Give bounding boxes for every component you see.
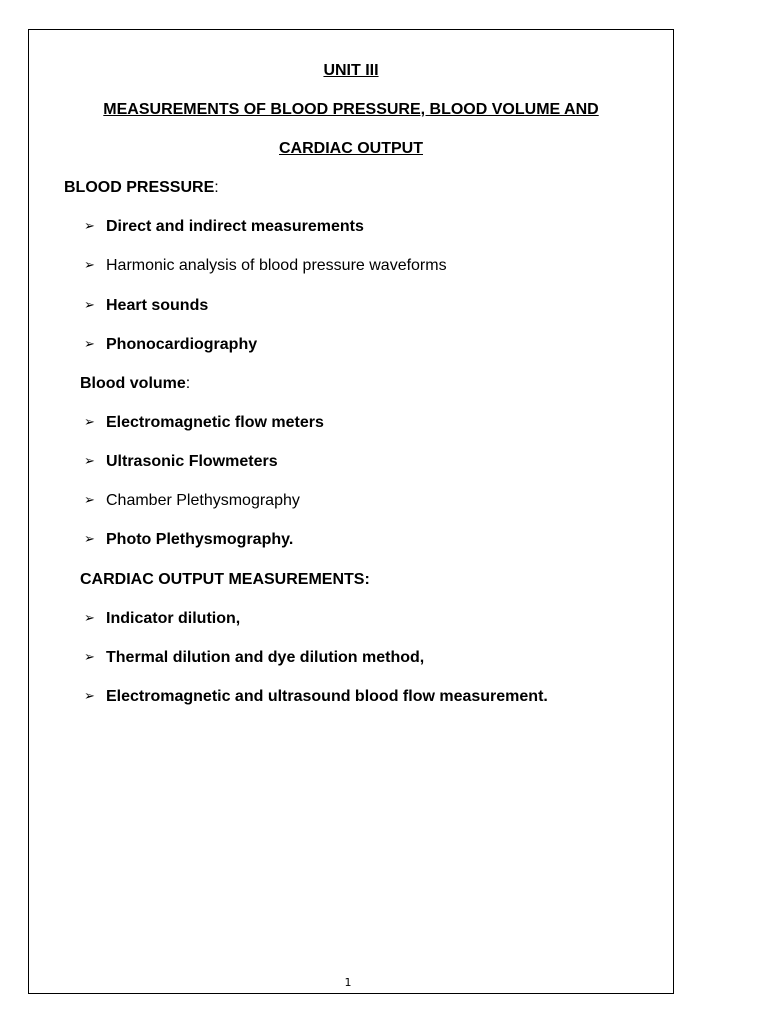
arrow-bullet-icon: ➢ [84,219,95,234]
list-item [84,491,300,511]
list-item-text: Electromagnetic and ultrasound blood flow measurement. [106,688,548,705]
list-item-text: Thermal dilution and dye dilution method, [106,649,425,666]
blood-volume-colon: : [185,375,191,392]
cardiac-output-heading [80,570,370,590]
arrow-bullet-icon: ➢ [84,258,95,273]
page-number: 1 [344,976,352,989]
arrow-bullet-icon: ➢ [84,415,95,430]
list-item [84,648,424,668]
list-item-text: Indicator dilution, [106,610,241,627]
arrow-bullet-icon: ➢ [84,650,95,665]
page-border [28,29,674,994]
blood-pressure-heading [64,178,219,198]
arrow-bullet-icon: ➢ [84,532,95,547]
list-item [84,530,293,550]
list-item-text: Phonocardiography [106,336,258,353]
list-item-text: Heart sounds [106,297,209,314]
list-item-text: Photo Plethysmography. [106,531,294,548]
arrow-bullet-icon: ➢ [84,689,95,704]
arrow-bullet-icon: ➢ [84,611,95,626]
blood-pressure-label: BLOOD PRESSURE [64,179,215,196]
arrow-bullet-icon: ➢ [84,337,95,352]
blood-volume-heading [80,374,190,394]
unit-title: UNIT III [323,62,379,79]
list-item [84,217,364,237]
main-title-line-1: MEASUREMENTS OF BLOOD PRESSURE, BLOOD VOLUME AND [103,101,599,118]
list-item [84,296,208,316]
list-item-text: Electromagnetic flow meters [106,414,324,431]
list-item-text: Direct and indirect measurements [106,218,364,235]
list-item-text: Chamber Plethysmography [106,492,300,509]
list-item [84,609,240,629]
arrow-bullet-icon: ➢ [84,298,95,313]
cardiac-output-label: CARDIAC OUTPUT MEASUREMENTS: [80,571,370,588]
list-item-text: Ultrasonic Flowmeters [106,453,278,470]
arrow-bullet-icon: ➢ [84,454,95,469]
list-item [84,687,548,707]
list-item [84,335,257,355]
list-item-text: Harmonic analysis of blood pressure waveforms [106,257,447,274]
list-item [84,256,447,276]
blood-pressure-colon: : [214,179,219,196]
main-title-line-2: CARDIAC OUTPUT [279,140,423,157]
list-item [84,452,278,472]
blood-volume-label: Blood volume [80,375,186,392]
arrow-bullet-icon: ➢ [84,493,95,508]
list-item [84,413,324,433]
